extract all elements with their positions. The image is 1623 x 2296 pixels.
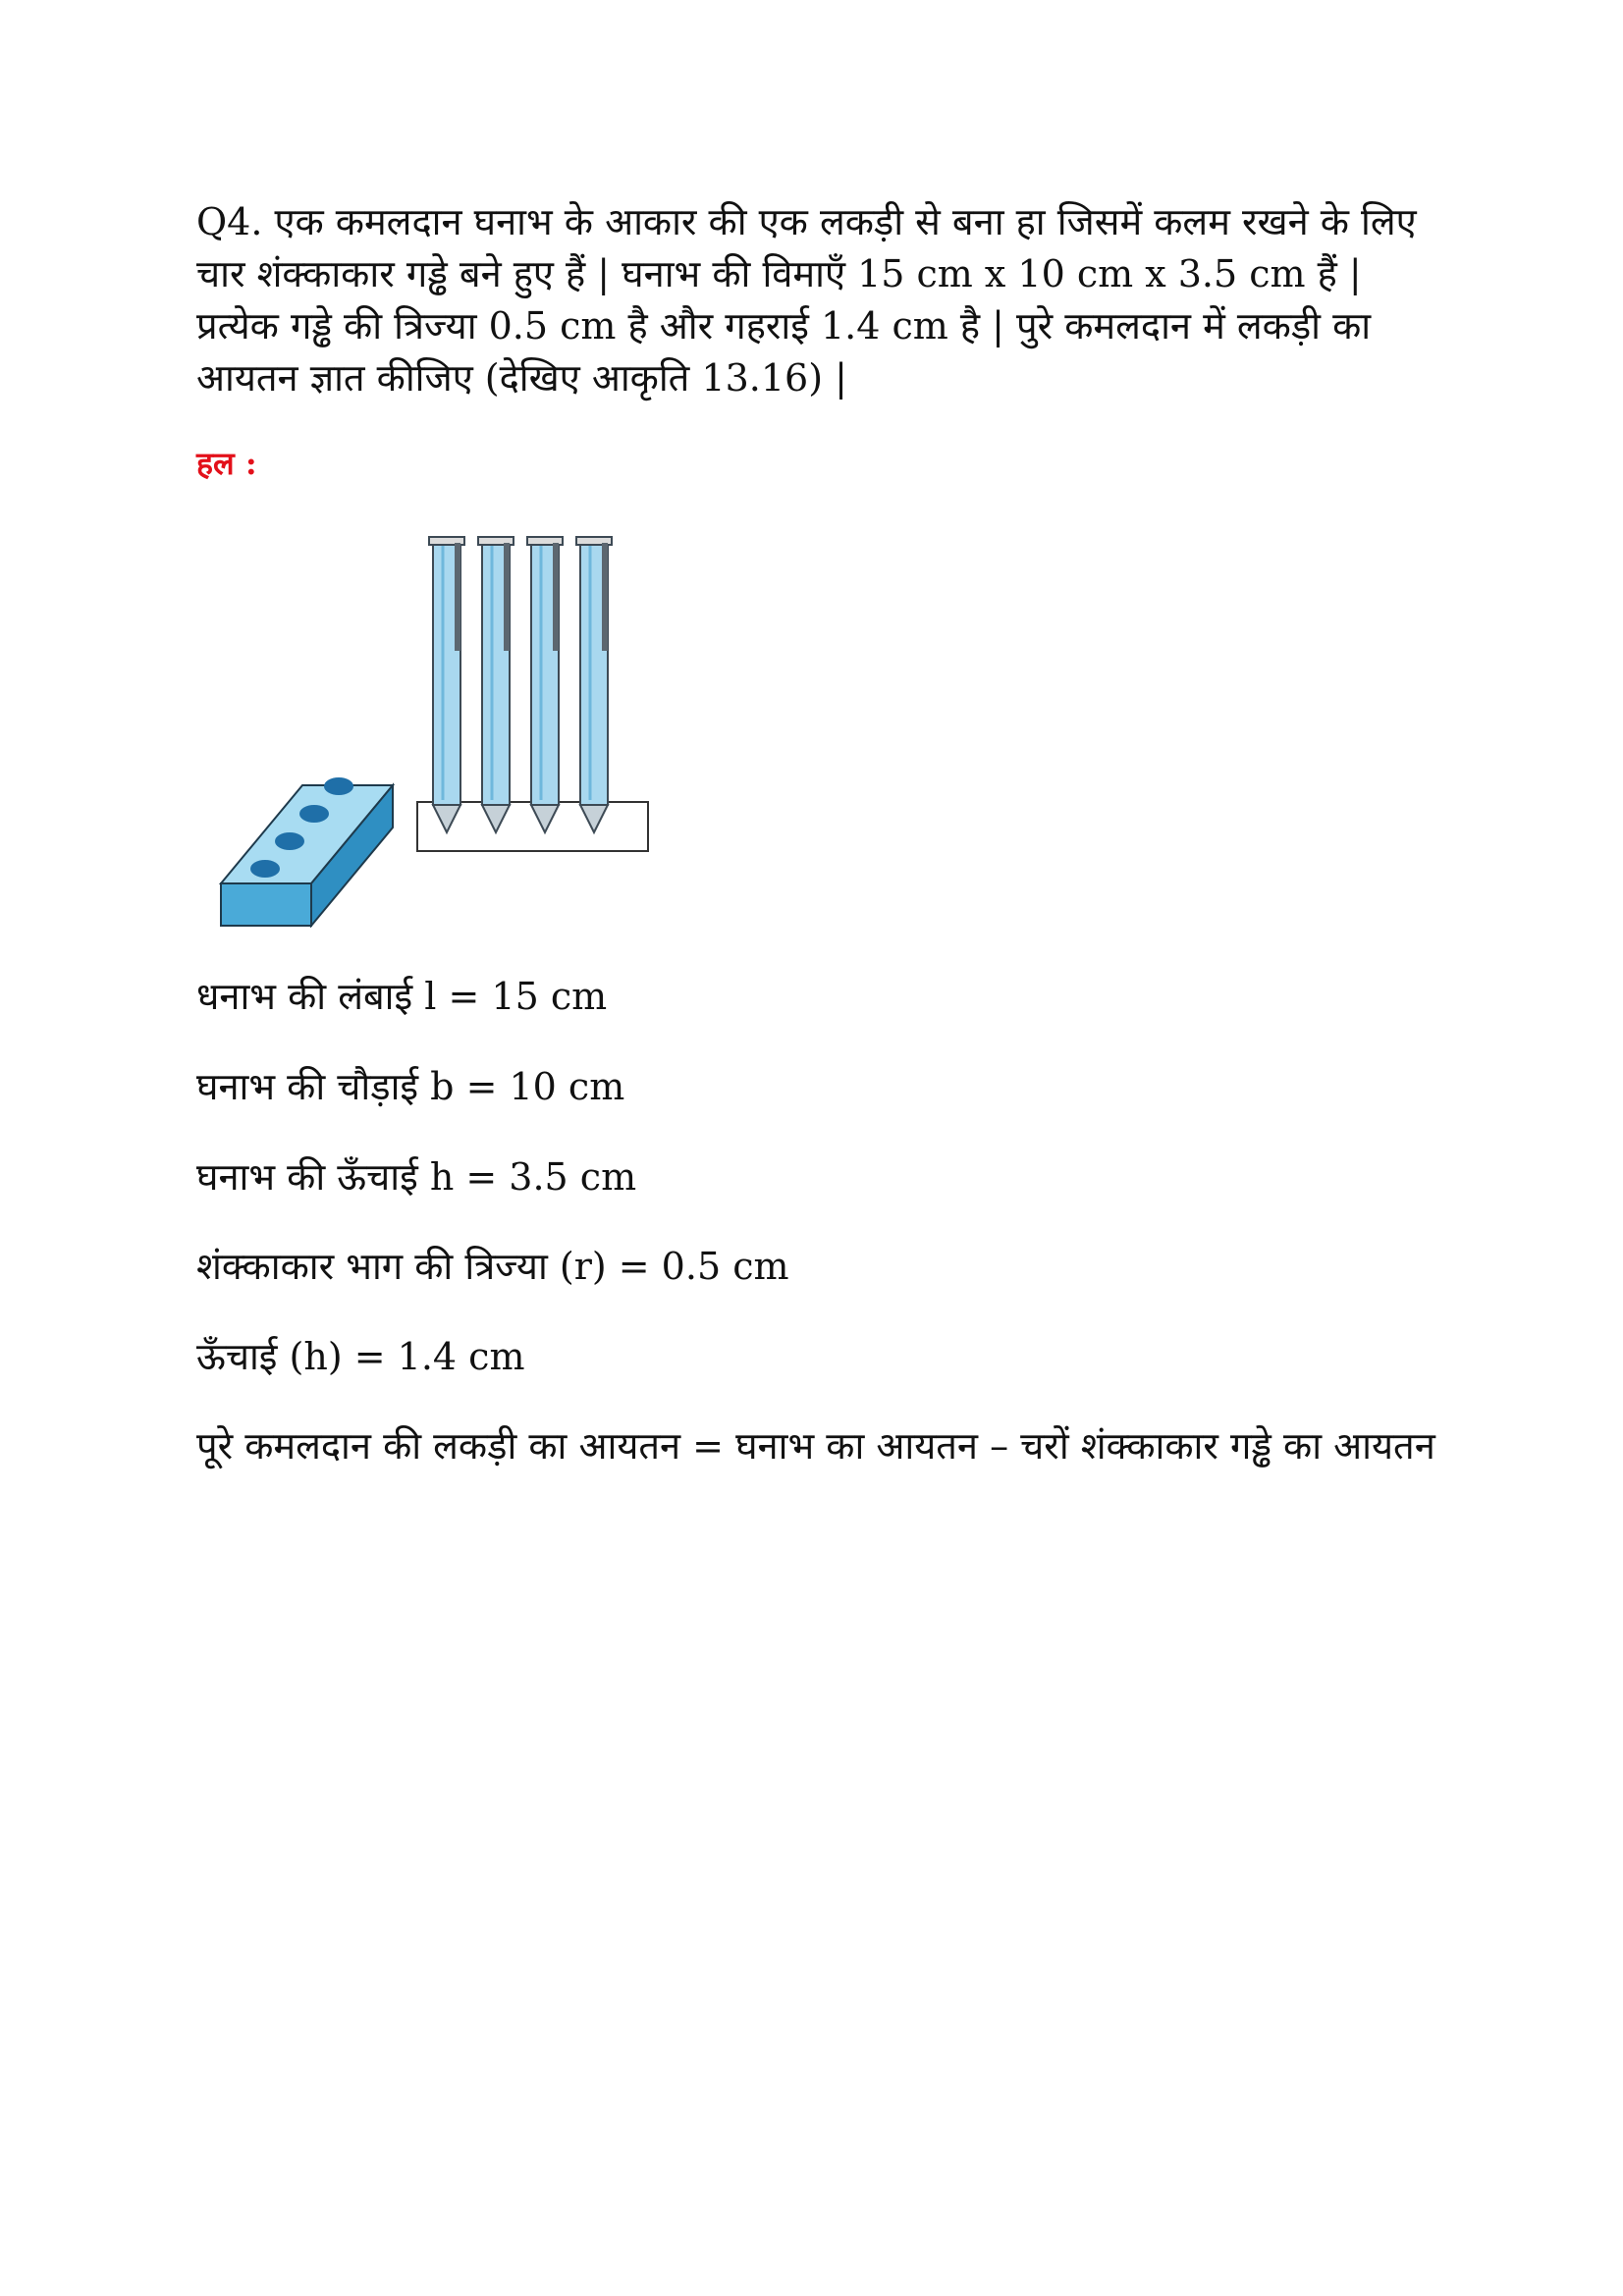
solution-line-length: धनाभ की लंबाई l = 15 cm <box>196 975 608 1018</box>
solution-line-radius: शंक्काकार भाग की त्रिज्या (r) = 0.5 cm <box>196 1245 789 1288</box>
conical-hole <box>324 777 353 795</box>
pen-stand-block <box>221 777 393 926</box>
solution-line-depth: ऊँचाई (h) = 1.4 cm <box>196 1335 525 1378</box>
conical-hole <box>299 805 329 823</box>
pen <box>527 537 563 832</box>
conical-hole <box>275 832 304 850</box>
solution-label: हल : <box>196 445 257 482</box>
solution-line-height: घनाभ की ऊँचाई h = 3.5 cm <box>196 1155 637 1199</box>
block-front-face <box>221 883 311 926</box>
pen <box>576 537 612 832</box>
pen-stand-figure <box>211 535 673 928</box>
pen <box>429 537 464 832</box>
solution-line-breadth: घनाभ की चौड़ाई b = 10 cm <box>196 1065 625 1108</box>
solution-line-volume-formula: पूरे कमलदान की लकड़ी का आयतन = घनाभ का आयतन – चरों शंक्काकार गड्ढे का आयतन <box>196 1424 1435 1468</box>
pen <box>478 537 514 832</box>
conical-hole <box>250 860 280 878</box>
question-text: Q4. एक कमलदान घनाभ के आकार की एक लकड़ी से बना हा जिसमें कलम रखने के लिए चार शंक्काकार गड्ढे बने हुए हैं | घनाभ की विमाएँ 15 cm x 10 cm x 3.5 cm हैं | प्रत्येक गड्ढे की त्रिज्या 0.5 cm है और गहराई 1.4 cm है | पुरे कमलदान में लकड़ी का आयतन ज्ञात कीजिए (देखिए आकृति 13.16) | <box>196 200 1417 400</box>
